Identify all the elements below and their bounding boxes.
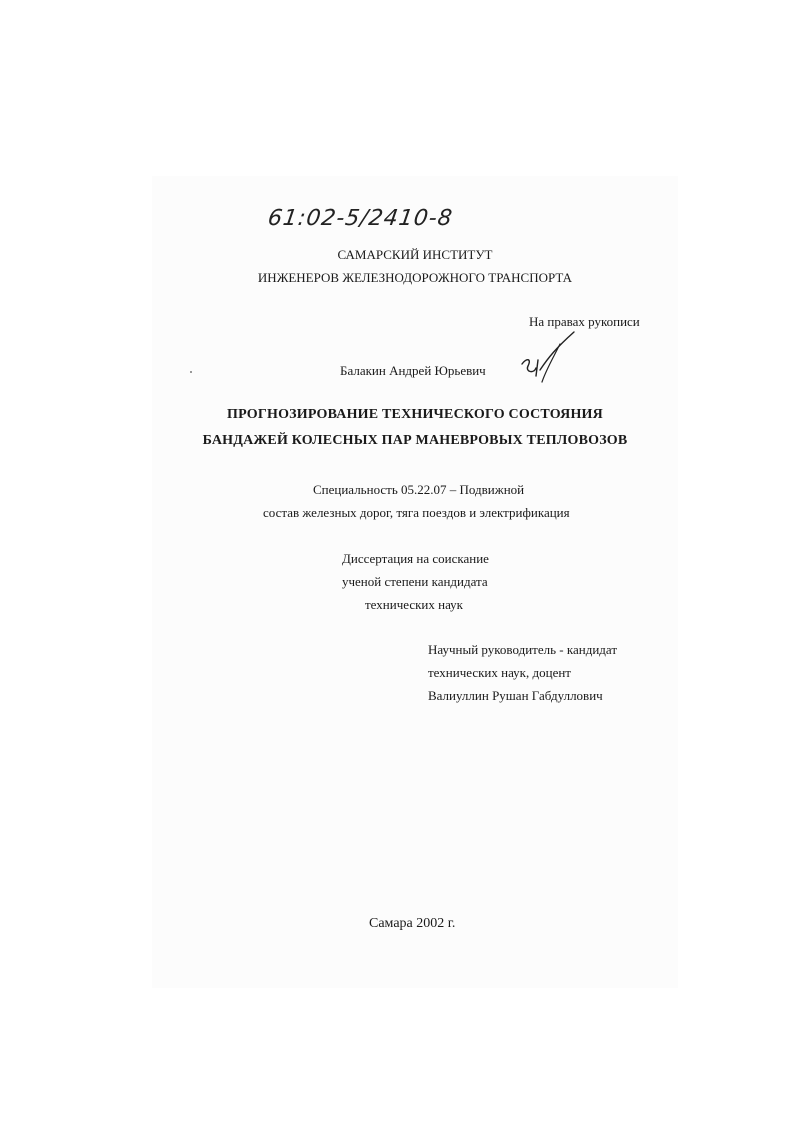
supervisor-line-1: Научный руководитель - кандидат (428, 642, 618, 657)
rights-notice: На правах рукописи (529, 314, 640, 329)
specialty-line-2: состав железных дорог, тяга поездов и электрификация (263, 505, 570, 520)
dissertation-line-3: технических наук (365, 597, 464, 612)
thesis-title-line-1: ПРОГНОЗИРОВАНИЕ ТЕХНИЧЕСКОГО СОСТОЯНИЯ (227, 407, 603, 422)
institution-line-2: ИНЖЕНЕРОВ ЖЕЛЕЗНОДОРОЖНОГО ТРАНСПОРТА (257, 270, 573, 285)
supervisor-line-3: Валиуллин Рушан Габдуллович (428, 688, 603, 703)
dissertation-line-2: ученой степени кандидата (342, 574, 488, 589)
specialty-line-1: Специальность 05.22.07 – Подвижной (313, 482, 525, 497)
signature-icon (512, 330, 582, 390)
place-and-year: Самара 2002 г. (369, 916, 456, 931)
author-name: Балакин Андрей Юрьевич (340, 363, 486, 378)
archive-number-handwritten: 61:02-5/2410-8 (266, 206, 455, 231)
thesis-title-line-2: БАНДАЖЕЙ КОЛЕСНЫХ ПАР МАНЕВРОВЫХ ТЕПЛОВОЗОВ (202, 433, 628, 448)
institution-line-1: САМАРСКИЙ ИНСТИТУТ (337, 247, 493, 262)
dissertation-line-1: Диссертация на соискание (342, 551, 489, 566)
scan-speck (190, 371, 192, 373)
supervisor-line-2: технических наук, доцент (428, 665, 571, 680)
